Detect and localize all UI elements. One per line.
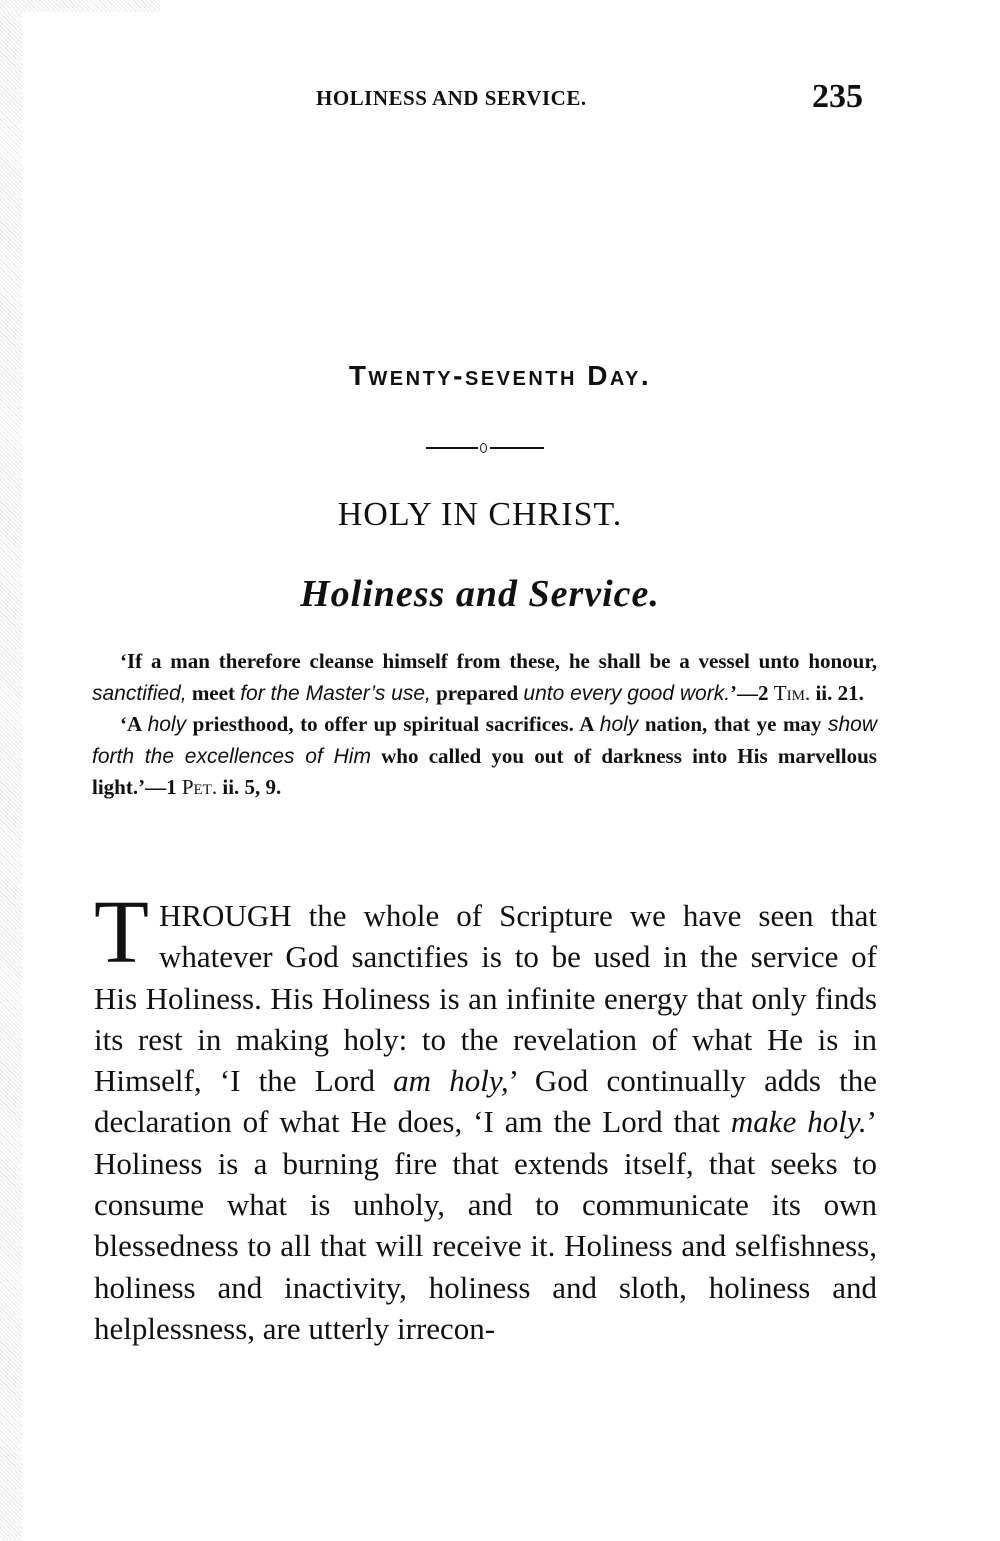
section-title: HOLY IN CHRIST. xyxy=(337,496,623,533)
ornament-ring xyxy=(480,443,487,453)
page-top-shadow xyxy=(0,0,160,12)
day-title: Twenty-seventh Day. xyxy=(348,360,652,391)
ornament-line-right xyxy=(490,447,544,449)
blackletter-subtitle: Holiness and Service. xyxy=(300,573,660,615)
running-head: HOLINESS AND SERVICE. xyxy=(316,86,587,110)
epigraph-verse-2: ‘A holy priesthood, to offer up spiritual sacrifices. A holy nation, that ye may show forth the excellences of Him who called you out of darkness into His marvellous light.’—1 Pet. ii. 5, 9. xyxy=(92,712,878,799)
page-gutter-shadow xyxy=(0,0,22,1541)
epigraph xyxy=(92,646,877,804)
epigraph-verse-1: ‘If a man therefore cleanse himself from these, he shall be a vessel unto honour, sanctified, meet for the Master’s use, prepared unto every good work.’—2 Tim. ii. 21. xyxy=(92,649,877,705)
ornament-line-left xyxy=(426,447,478,449)
page-number: 235 xyxy=(812,78,863,115)
ornament-divider xyxy=(426,444,544,452)
body-paragraph: THROUGH the whole of Scripture we have seen that whatever God sanctifies is to be used in the service of His Holiness. His Holiness is an infinite energy that only finds its rest in making holy: to the revelation of what He is in Himself, ‘I the Lord am holy,’ God continually adds the declaration of what He does, ‘I am the Lord that make holy.’ Holiness is a burning fire that extends itself, that seeks to consume what is unholy, and to communicate its own blessedness to all that will receive it. Holiness and selfishness, holiness and inactivity, holiness and sloth, holiness and helplessness, are utterly irrecon- xyxy=(94,883,878,1346)
drop-cap: T xyxy=(94,883,149,982)
